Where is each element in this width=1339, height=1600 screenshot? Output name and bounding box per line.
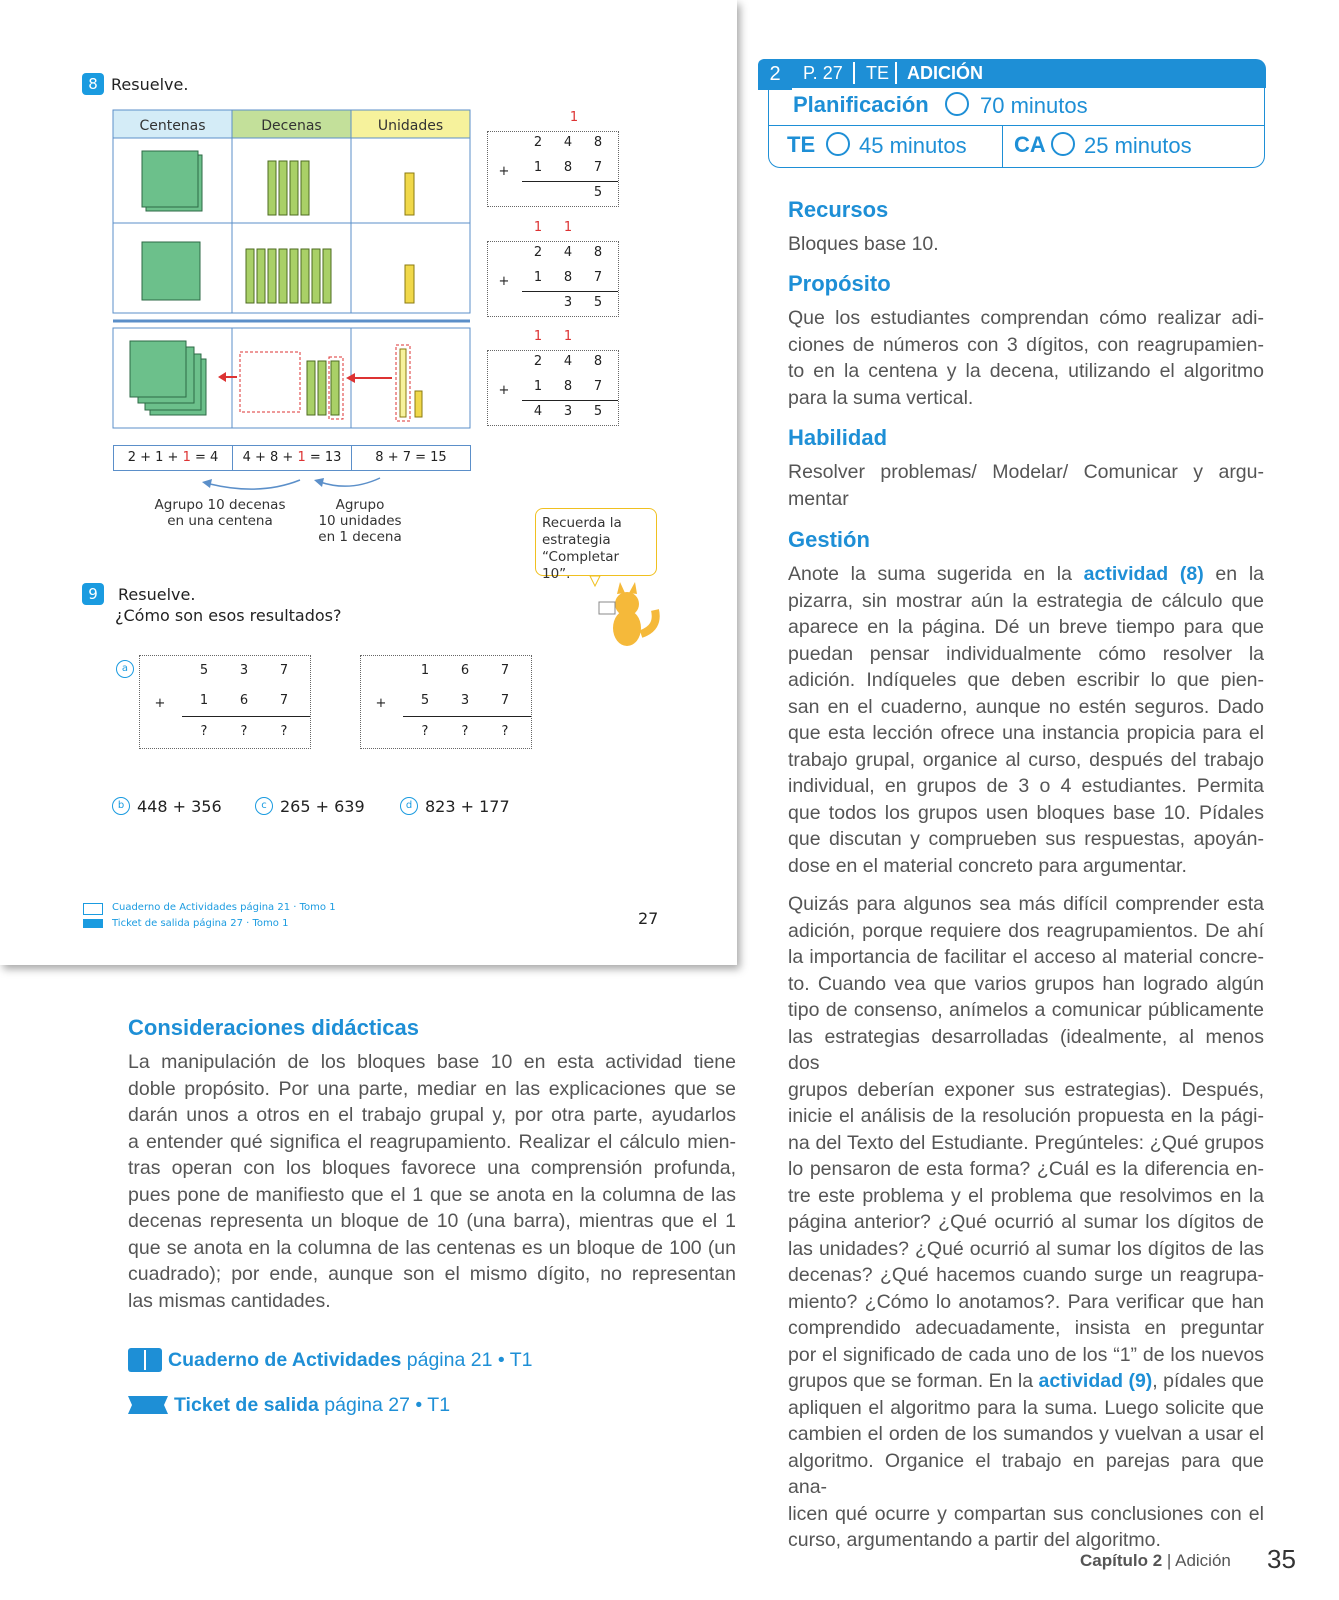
te-time: 45 minutos — [859, 133, 967, 158]
exercise-a-left: 5 3 7 + 1 6 7 ? ? ? — [139, 655, 311, 749]
note-unidades: Agrupo 10 unidades en 1 decena — [318, 497, 402, 545]
footer-cuaderno: Cuaderno de Actividades página 21 · Tomo 1 — [112, 902, 336, 913]
header-centenas: Centenas — [139, 118, 206, 134]
tag-c: c — [255, 797, 273, 815]
fox-mascot — [585, 576, 665, 656]
sum-centenas: 2 + 1 + 1 = 4 — [113, 445, 233, 471]
ca-label: CA — [1014, 132, 1046, 157]
habilidad-title: Habilidad — [788, 425, 888, 450]
algorithm-step-2: 1 1 2 4 8 + 1 8 7 3 5 — [487, 241, 619, 317]
sum-unidades: 8 + 7 = 15 — [351, 445, 471, 471]
clock-icon — [1051, 132, 1075, 156]
student-page — [0, 0, 737, 965]
ticket-icon — [83, 919, 103, 928]
ca-time: 25 minutos — [1084, 133, 1192, 158]
planning-box — [768, 88, 1265, 168]
notebook-icon — [128, 1348, 162, 1372]
recursos-title: Recursos — [788, 197, 889, 222]
consideraciones-text: La manipulación de los bloques base 10 en esta actividad tiene doble propósito. Por una parte, mediar en las explicaciones que se darán unos a otros en el trabajo grupal y, por otra parte, ayudarlos a entender qué significa el reagrupamiento. Realizar el cálculo mien- tras operan con los bloques favorece una comprensión profunda, pues pone de manifiesto que el 1 que se anota en la columna de las decenas representa un bloque de 10 (una barra), mientras que el 1 que se anota en la columna de las centenas es un bloque de 100 (un cuadrado); por ende, aunque son el mismo dígito, no representan las mismas cantidades. — [128, 1051, 736, 1312]
proposito-title: Propósito — [788, 271, 891, 296]
item-8-label: Resuelve. — [111, 75, 189, 94]
item-9-badge: 9 — [82, 583, 104, 605]
plan-time: 70 minutos — [980, 93, 1088, 118]
expr-b: 448 + 356 — [137, 797, 222, 816]
notebook-icon — [83, 903, 103, 915]
student-page-number: 27 — [638, 909, 659, 928]
expr-d: 823 + 177 — [425, 797, 510, 816]
sum-decenas: 4 + 8 + 1 = 13 — [232, 445, 352, 471]
chapter-footer: Capítulo 2 | Adición — [1080, 1551, 1231, 1570]
plan-label: Planificación — [793, 92, 929, 117]
exercise-a-right: 1 6 7 + 5 3 7 ? ? ? — [360, 655, 532, 749]
proposito-text: Que los estudiantes comprendan cómo realizar adi- ciones de números con 3 dígitos, con reagrupamien- to en la centena y la decena, utilizando el algoritmo para la suma vertical. — [788, 307, 1264, 409]
te-label: TE — [787, 132, 816, 157]
clock-icon — [826, 132, 850, 156]
item-9-label: Resuelve. — [118, 585, 196, 604]
page-number: 35 — [1267, 1544, 1296, 1574]
gestion-title: Gestión — [788, 527, 870, 552]
lesson-header-bar: P. 27 TE ADICIÓN — [792, 59, 1266, 88]
ticket-icon — [128, 1396, 168, 1414]
tag-a: a — [116, 660, 134, 678]
expr-c: 265 + 639 — [280, 797, 365, 816]
item-9-question: ¿Cómo son esos resultados? — [115, 606, 342, 625]
item-8-badge: 8 — [82, 73, 104, 95]
tip-bubble: Recuerda la estrategia “Completar 10”. — [535, 508, 657, 576]
algorithm-step-3: 1 1 2 4 8 + 1 8 7 4 3 5 — [487, 350, 619, 426]
place-value-blocks — [112, 109, 472, 429]
note-decenas: Agrupo 10 decenas en una centena — [154, 497, 286, 529]
footer-ticket: Ticket de salida página 27 · Tomo 1 — [112, 918, 289, 929]
algorithm-step-1: 1 2 4 8 + 1 8 7 5 — [487, 131, 619, 207]
clock-icon — [945, 92, 969, 116]
header-decenas: Decenas — [261, 118, 322, 134]
lesson-number: 2 — [758, 59, 792, 90]
habilidad-text: Resolver problemas/ Modelar/ Comunicar y argu- mentar — [788, 461, 1264, 510]
link-ticket[interactable]: Ticket de salida página 27 • T1 — [128, 1391, 450, 1419]
consideraciones-title: Consideraciones didácticas — [128, 1015, 419, 1040]
gestion-paragraph-2: Quizás para algunos sea más difícil comprender esta adición, porque requiere dos reagrupamientos. De ahí la importancia de facilitar el acceso al material concre- to. Cuando vea que varios grupos han logrado algún tipo de consenso, anímelos a comunicar públicamente las estrategias desarrolladas (idealmente, al menos dos grupos deberían exponer sus estrategias). Después, inicie el análisis de la resolución propuesta en la pági- na del Texto del Estudiante. Pregúnteles: ¿Qué grupos lo pensaron de esta forma? ¿Cuál es la diferencia en- tre este problema y el problema que resolvimos en la página anterior? ¿Qué ocurrió al sumar los dígitos de las unidades? ¿Qué ocurrió al sumar los dígitos de las decenas? ¿Qué hacemos cuando surge un reagrupa- miento? ¿Cómo lo anotamos?. Para verificar que han comprendido adecuadamente, insista en preguntar por el significado de cada uno de los “1” de los nuevos grupos que se forman. En la actividad (9), pídales que apliquen el algoritmo para la suma. Luego solicite que cambien el orden de los sumandos y vuelvan a usar el algoritmo. Organice el trabajo en parejas para que ana- licen qué ocurre y compartan sus conclusiones con el curso, argumentando a partir del algoritmo. — [788, 893, 1264, 1551]
recursos-text: Bloques base 10. — [788, 233, 939, 255]
gestion-paragraph-1: Anote la suma sugerida en la actividad (8) en la pizarra, sin mostrar aún la estrategia de cálculo que aparece en la página. Dé un breve tiempo para que puedan pensar individualmente cómo resolver la adición. Indíqueles que deben escribir lo que pien- san en el cuaderno, aunque no estén seguros. Dado que esta lección ofrece una instancia propicia para el trabajo grupal, organice al curso, después del trabajo individual, en grupos de 3 o 4 estudiantes. Permita que todos los grupos usen bloques base 10. Pídales que discutan y comprueben sus respuestas, apoyán- dose en el material concreto para argumentar. — [788, 563, 1264, 877]
header-unidades: Unidades — [377, 118, 444, 134]
tag-d: d — [400, 797, 418, 815]
tag-b: b — [112, 797, 130, 815]
link-cuaderno[interactable]: Cuaderno de Actividades página 21 • T1 — [128, 1346, 533, 1374]
arrows — [190, 472, 390, 496]
